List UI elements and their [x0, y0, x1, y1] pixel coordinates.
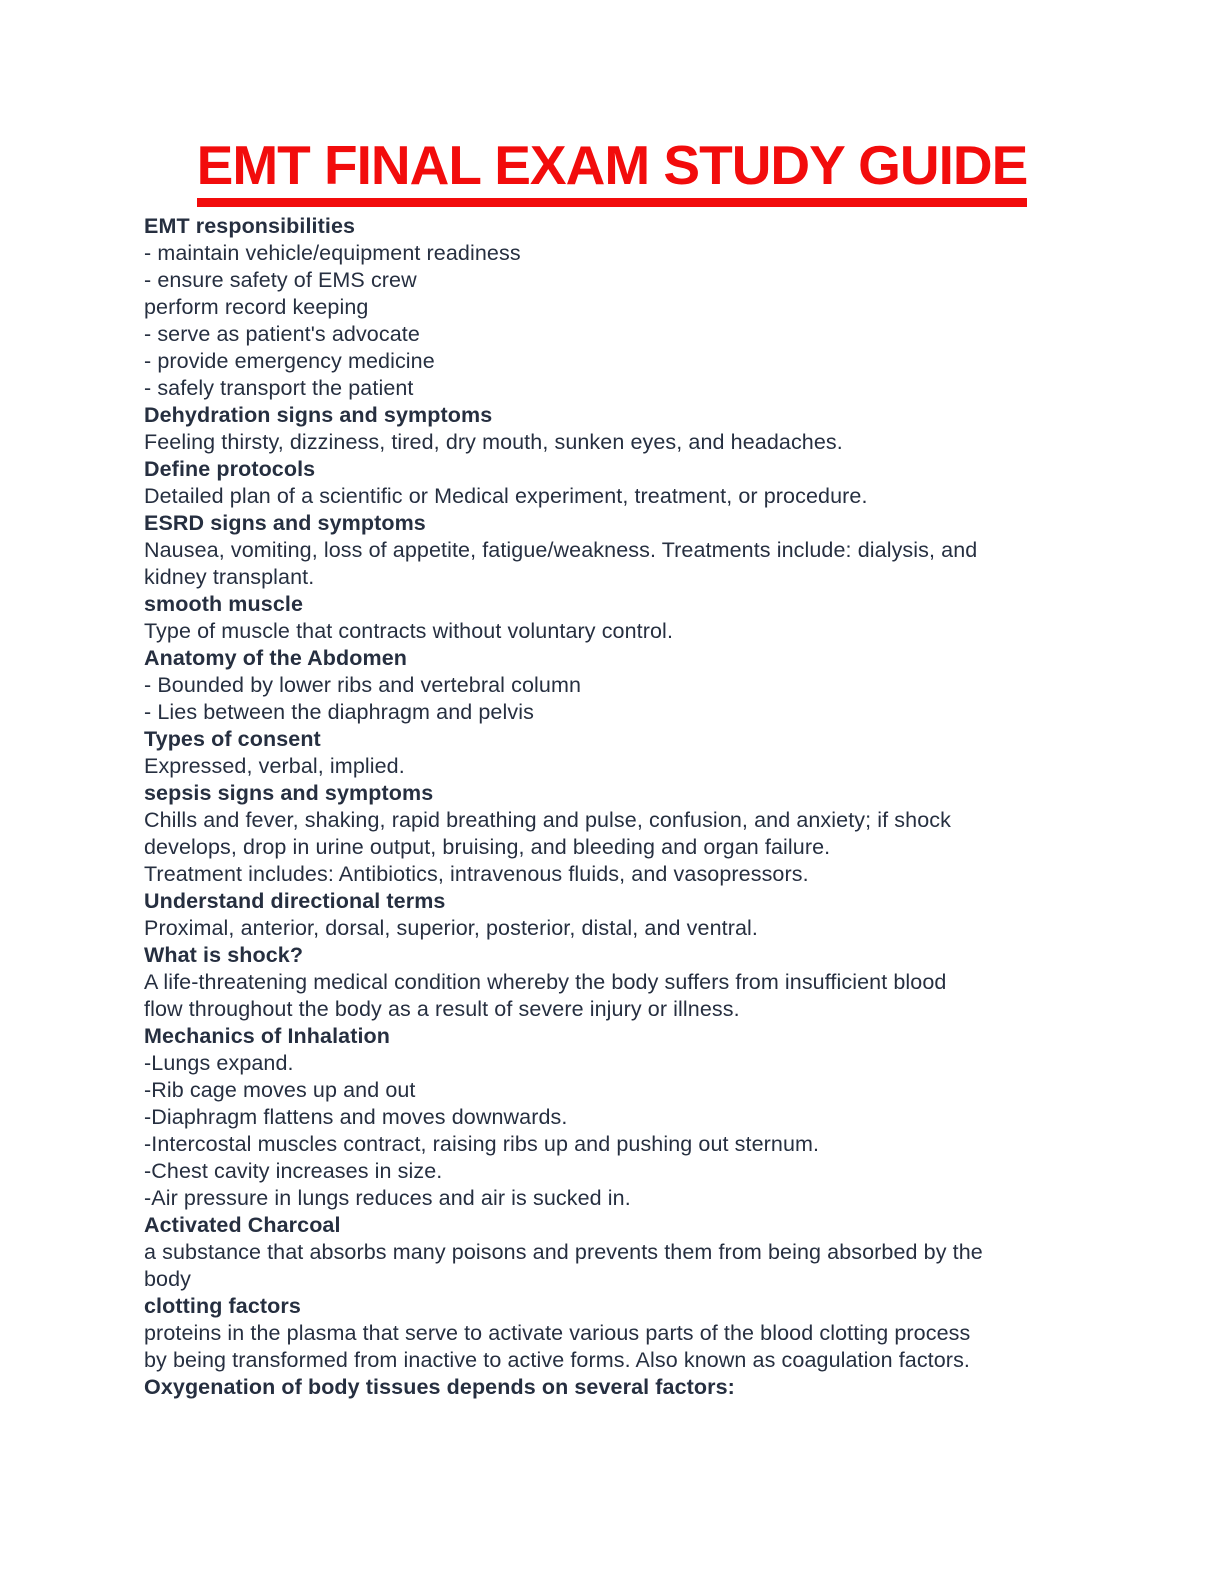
text-line: Chills and fever, shaking, rapid breathing and pulse, confusion, and anxiety; if shock — [144, 808, 951, 832]
text-line: -Diaphragm flattens and moves downwards. — [144, 1105, 568, 1129]
text-line: - Bounded by lower ribs and vertebral column — [144, 673, 582, 697]
text-line: -Air pressure in lungs reduces and air is sucked in. — [144, 1186, 631, 1210]
text-line: A life-threatening medical condition whereby the body suffers from insufficient blood — [144, 970, 947, 994]
section-heading: Activated Charcoal — [144, 1213, 341, 1237]
text-line: - ensure safety of EMS crew — [144, 268, 417, 292]
text-line: -Intercostal muscles contract, raising ribs up and pushing out sternum. — [144, 1132, 820, 1156]
section-heading: Mechanics of Inhalation — [144, 1024, 391, 1048]
section-heading: ESRD signs and symptoms — [144, 511, 426, 535]
text-line: kidney transplant. — [144, 565, 315, 589]
text-line: Treatment includes: Antibiotics, intravenous fluids, and vasopressors. — [144, 862, 809, 886]
text-line: Feeling thirsty, dizziness, tired, dry mouth, sunken eyes, and headaches. — [144, 430, 843, 454]
section-heading: Define protocols — [144, 457, 316, 481]
page-title: EMT FINAL EXAM STUDY GUIDE — [197, 138, 1028, 207]
text-line: perform record keeping — [144, 295, 369, 319]
text-line: by being transformed from inactive to active forms. Also known as coagulation factors. — [144, 1348, 970, 1372]
text-line: - Lies between the diaphragm and pelvis — [144, 700, 534, 724]
text-line: Detailed plan of a scientific or Medical experiment, treatment, or procedure. — [144, 484, 868, 508]
text-line: -Lungs expand. — [144, 1051, 294, 1075]
text-line: a substance that absorbs many poisons and prevents them from being absorbed by the — [144, 1240, 983, 1264]
document-body — [0, 207, 1224, 1401]
text-line: - serve as patient's advocate — [144, 322, 420, 346]
text-line: - provide emergency medicine — [144, 349, 435, 373]
section-heading: Oxygenation of body tissues depends on several factors: — [144, 1375, 735, 1399]
text-line: Type of muscle that contracts without voluntary control. — [144, 619, 674, 643]
text-line: Expressed, verbal, implied. — [144, 754, 405, 778]
section-heading: What is shock? — [144, 943, 304, 967]
section-heading: Understand directional terms — [144, 889, 446, 913]
section-heading: Dehydration signs and symptoms — [144, 403, 493, 427]
title-wrap — [0, 0, 1224, 207]
section-heading: sepsis signs and symptoms — [144, 781, 434, 805]
section-heading: EMT responsibilities — [144, 214, 356, 238]
text-line: develops, drop in urine output, bruising, and bleeding and organ failure. — [144, 835, 831, 859]
section-heading: clotting factors — [144, 1294, 301, 1318]
text-line: proteins in the plasma that serve to activate various parts of the blood clotting process — [144, 1321, 971, 1345]
section-heading: smooth muscle — [144, 592, 304, 616]
text-line: flow throughout the body as a result of severe injury or illness. — [144, 997, 740, 1021]
text-line: - maintain vehicle/equipment readiness — [144, 241, 521, 265]
text-line: Proximal, anterior, dorsal, superior, posterior, distal, and ventral. — [144, 916, 758, 940]
section-heading: Types of consent — [144, 727, 321, 751]
section-heading: Anatomy of the Abdomen — [144, 646, 407, 670]
text-line: - safely transport the patient — [144, 376, 414, 400]
text-line: -Rib cage moves up and out — [144, 1078, 416, 1102]
text-line: -Chest cavity increases in size. — [144, 1159, 443, 1183]
text-line: body — [144, 1267, 192, 1291]
text-line: Nausea, vomiting, loss of appetite, fatigue/weakness. Treatments include: dialysis, and — [144, 538, 978, 562]
